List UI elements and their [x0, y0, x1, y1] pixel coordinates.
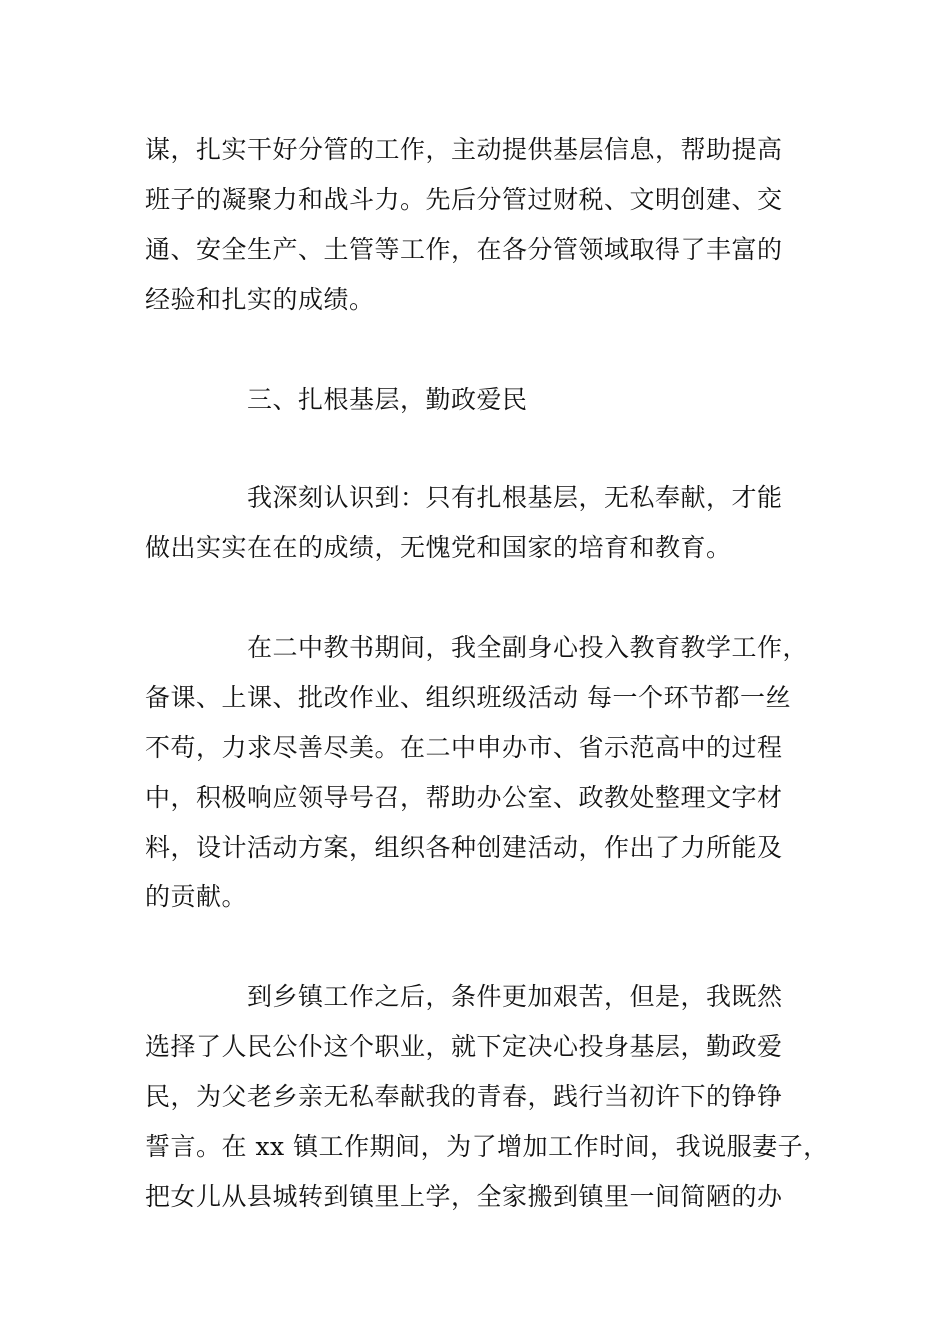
text-line: 料，设计活动方案，组织各种创建活动，作出了力所能及	[145, 833, 783, 862]
text-line: 做出实实在在的成绩，无愧党和国家的培育和教育。	[145, 533, 732, 562]
text-line: 经验和扎实的成绩。	[145, 285, 375, 314]
text-line: 把女儿从县城转到镇里上学，全家搬到镇里一间简陋的办	[145, 1182, 783, 1211]
text-line: 谋，扎实干好分管的工作，主动提供基层信息，帮助提高	[145, 135, 783, 164]
text-line: 班子的凝聚力和战斗力。先后分管过财税、文明创建、交	[145, 185, 783, 214]
text-line: 在二中教书期间，我全副身心投入教育教学工作，	[247, 633, 809, 662]
text-line: 我深刻认识到：只有扎根基层，无私奉献，才能	[247, 483, 783, 512]
section-heading: 三、扎根基层，勤政爱民	[247, 385, 528, 414]
text-line: 选择了人民公仆这个职业，就下定决心投身基层，勤政爱	[145, 1032, 783, 1061]
text-line: 誓言。在 xx 镇工作期间，为了增加工作时间，我说服妻子，	[145, 1132, 829, 1161]
text-line: 中，积极响应领导号召，帮助办公室、政教处整理文字材	[145, 783, 783, 812]
text-line: 备课、上课、批改作业、组织班级活动 每一个环节都一丝	[145, 683, 791, 712]
text-line: 到乡镇工作之后，条件更加艰苦，但是，我既然	[247, 982, 783, 1011]
text-line: 通、安全生产、土管等工作，在各分管领域取得了丰富的	[145, 235, 783, 264]
text-line: 不苟，力求尽善尽美。在二中申办市、省示范高中的过程	[145, 733, 783, 762]
text-line: 民，为父老乡亲无私奉献我的青春，践行当初许下的铮铮	[145, 1082, 783, 1111]
text-line: 的贡献。	[145, 882, 248, 911]
